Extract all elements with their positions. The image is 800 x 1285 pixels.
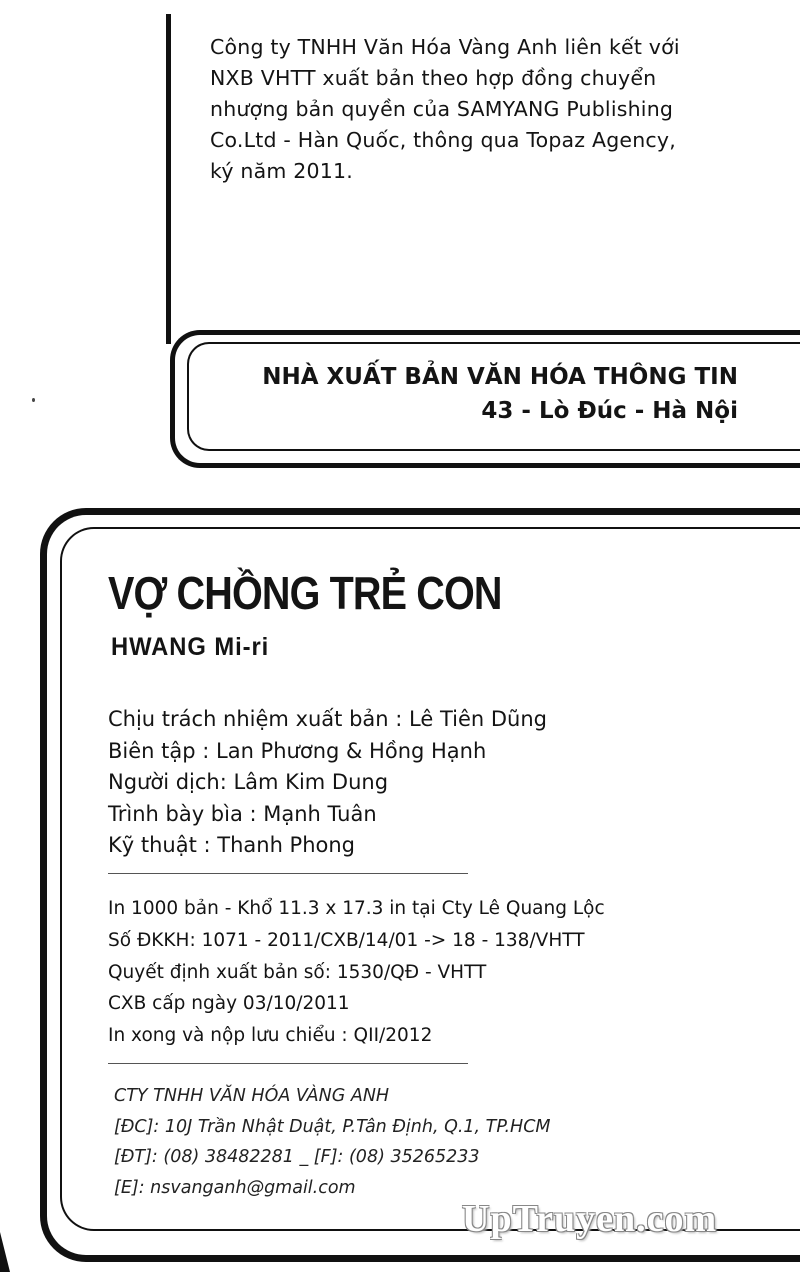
credit-line: Người dịch: Lâm Kim Dung: [108, 770, 389, 794]
copyright-line: Co.Ltd - Hàn Quốc, thông qua Topaz Agency,: [210, 128, 676, 152]
company-phone: [ĐT]: (08) 38482281 _ [F]: (08) 35265233: [114, 1147, 480, 1167]
publisher-name: NHÀ XUẤT BẢN VĂN HÓA THÔNG TIN: [262, 364, 738, 390]
credits-list: [108, 704, 547, 862]
company-name: CTY TNHH VĂN HÓA VÀNG ANH: [114, 1086, 390, 1106]
book-title: VỢ CHỒNG TRẺ CON: [108, 567, 502, 619]
company-address: [ĐC]: 10J Trần Nhật Duật, P.Tân Định, Q.1, TP.HCM: [114, 1116, 551, 1137]
print-info-line: In xong và nộp lưu chiểu : QII/2012: [108, 1025, 433, 1047]
print-info-line: Quyết định xuất bản số: 1530/QĐ - VHTT: [108, 961, 487, 983]
print-info-line: Số ĐKKH: 1071 - 2011/CXB/14/01 -> 18 - 138/VHTT: [108, 929, 585, 951]
print-info-line: CXB cấp ngày 03/10/2011: [108, 993, 350, 1015]
copyright-notice: [210, 32, 750, 187]
corner-mark: [0, 1232, 10, 1272]
divider: [108, 1063, 468, 1064]
credit-line: Chịu trách nhiệm xuất bản : Lê Tiên Dũng: [108, 707, 547, 731]
book-author: HWANG Mi-ri: [111, 633, 270, 661]
company-email: [E]: nsvanganh@gmail.com: [114, 1177, 356, 1198]
copyright-line: NXB VHTT xuất bản theo hợp đồng chuyển: [210, 66, 657, 90]
scan-speck: [32, 398, 35, 402]
credit-line: Kỹ thuật : Thanh Phong: [108, 833, 356, 857]
print-info-line: In 1000 bản - Khổ 11.3 x 17.3 in tại Cty Lê Quang Lộc: [108, 898, 605, 919]
company-info: [114, 1081, 551, 1203]
top-box-vertical-rule: [166, 14, 171, 344]
divider: [108, 873, 468, 874]
copyright-line: Công ty TNHH Văn Hóa Vàng Anh liên kết với: [210, 35, 680, 59]
credit-line: Trình bày bìa : Mạnh Tuân: [108, 801, 377, 826]
copyright-line: nhượng bản quyền của SAMYANG Publishing: [210, 97, 674, 121]
publisher-block: [262, 360, 738, 428]
credit-line: Biên tập : Lan Phương & Hồng Hạnh: [108, 738, 487, 763]
print-info-list: [108, 893, 605, 1052]
copyright-line: ký năm 2011.: [210, 159, 353, 183]
publisher-address: 43 - Lò Đúc - Hà Nội: [481, 398, 738, 424]
site-watermark: UpTruyen.com: [462, 1198, 718, 1240]
